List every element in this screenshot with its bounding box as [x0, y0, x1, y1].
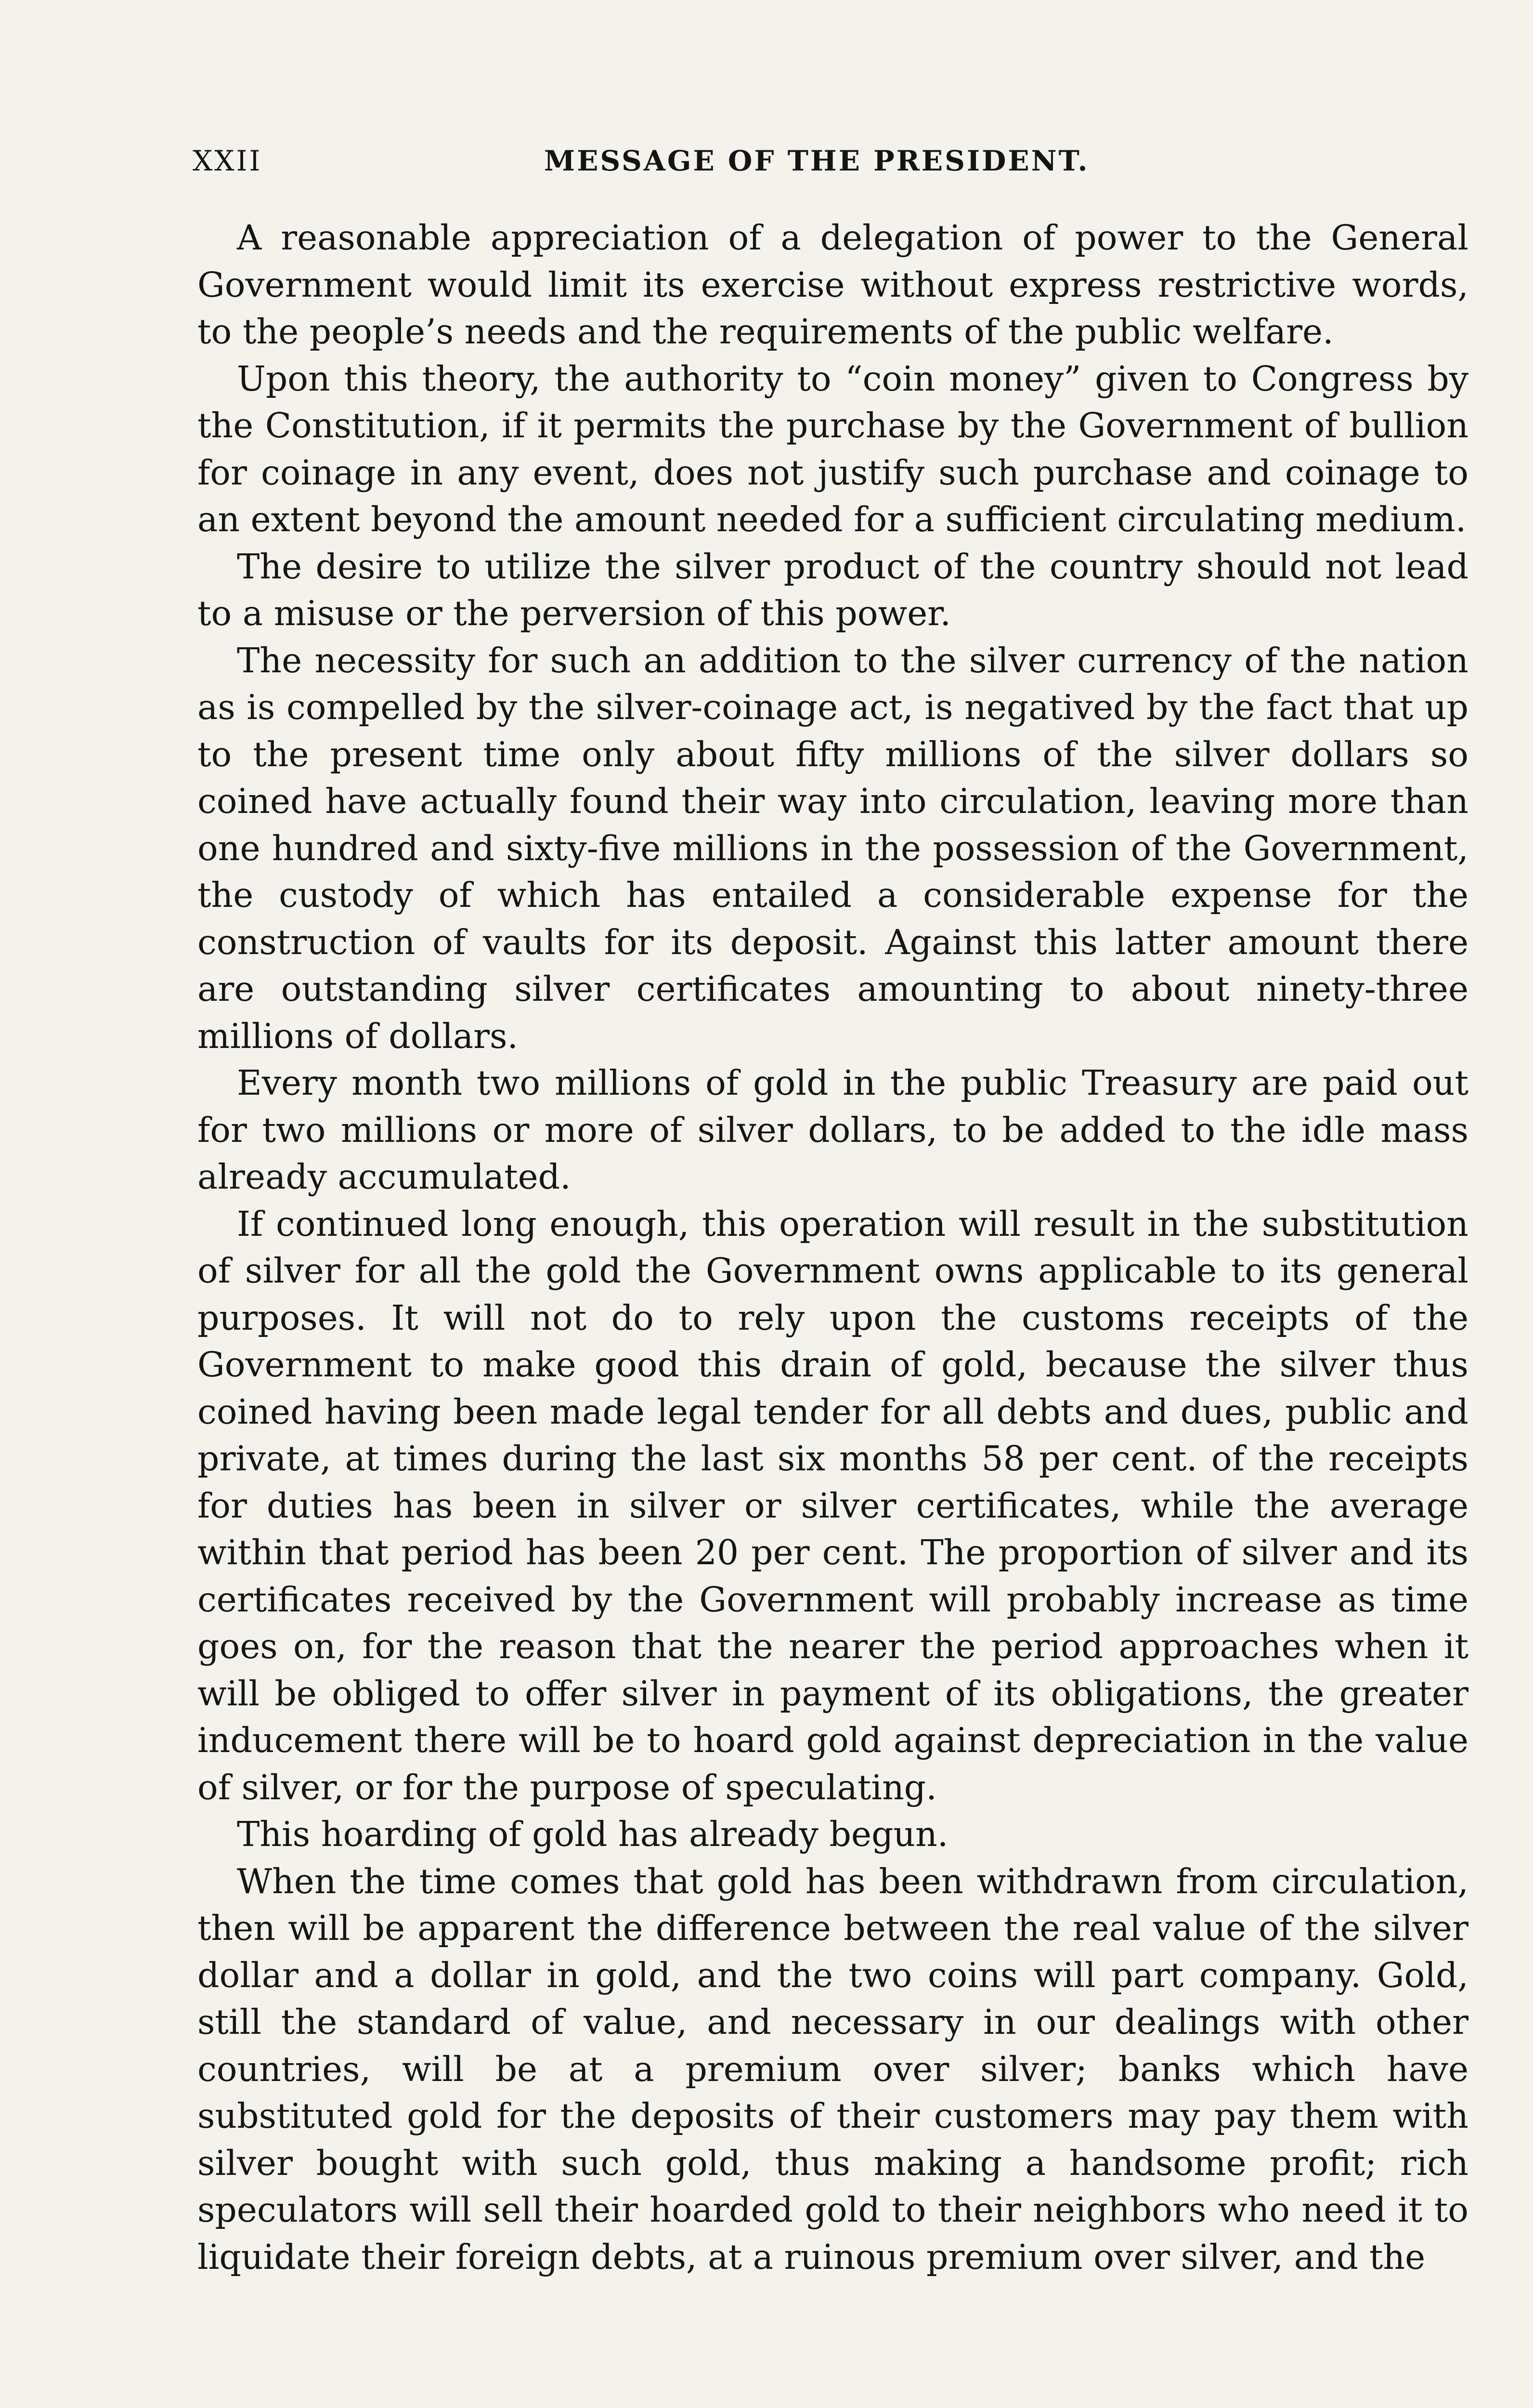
page-header	[193, 144, 1483, 183]
paragraph: This hoarding of gold has already begun.	[237, 1814, 948, 1854]
paragraph: The necessity for such an addition to the silver currency of the nation as is compelled by the silver-coinage act, is negatived by the fact that up to the present time only about fifty millions of the silver dollars so coined have actually found their way into circulation, leaving more than one hundred and sixty-five millions in the possession of the Government, the custody of which has entailed a considerable expense for the construction of vaults for its deposit. Against this latter amount there are outstanding silver certificates amounting to about ninety-three millions of dollars.	[197, 640, 1468, 1056]
paragraph: If continued long enough, this operation will result in the substitution of silver for all the gold the Government owns applicable to its general purposes. It will not do to rely upon the customs receipts of the Government to make good this drain of gold, because the silver thus coined having been made legal tender for all debts and dues, public and private, at times during the last six months 58 per cent. of the receipts for duties has been in silver or silver certificates, while the average within that period has been 20 per cent. The proportion of silver and its certificates received by the Government will probably increase as time goes on, for the reason that the nearer the period approaches when it will be obliged to offer silver in payment of its obligations, the greater inducement there will be to hoard gold against depreciation in the value of silver, or for the purpose of speculating.	[197, 1204, 1468, 1807]
paragraph: When the time comes that gold has been withdrawn from circulation, then will be apparent the difference between the real value of the silver dollar and a dollar in gold, and the two coins will part company. Gold, still the standard of value, and necessary in our dealings with other countries, will be at a premium over silver; banks which have substituted gold for the deposits of their customers may pay them with silver bought with such gold, thus making a handsome profit; rich speculators will sell their hoarded gold to their neighbors who need it to liquidate their foreign debts, at a ruinous premium over silver, and the	[197, 1861, 1468, 2277]
paragraph: Every month two millions of gold in the public Treasury are paid out for two millions or more of silver dollars, to be added to the idle mass already accumulated.	[197, 1063, 1468, 1197]
paragraph: A reasonable appreciation of a delegation of power to the General Government would limit its exercise without express restrictive words, to the people’s needs and the requirements of the public welfare.	[197, 218, 1468, 352]
paragraph: The desire to utilize the silver product of the country should not lead to a misuse or the perversion of this power.	[197, 546, 1468, 633]
page-number: XXII	[193, 144, 262, 177]
running-head: MESSAGE OF THE PRESIDENT.	[544, 144, 1090, 177]
paragraph: Upon this theory, the authority to “coin money” given to Congress by the Constitution, if it permits the purchase by the Government of bullion for coinage in any event, does not justify such purchase and coinage to an extent beyond the amount needed for a sufficient circulating medium.	[197, 358, 1468, 539]
body-text	[197, 214, 1468, 2280]
